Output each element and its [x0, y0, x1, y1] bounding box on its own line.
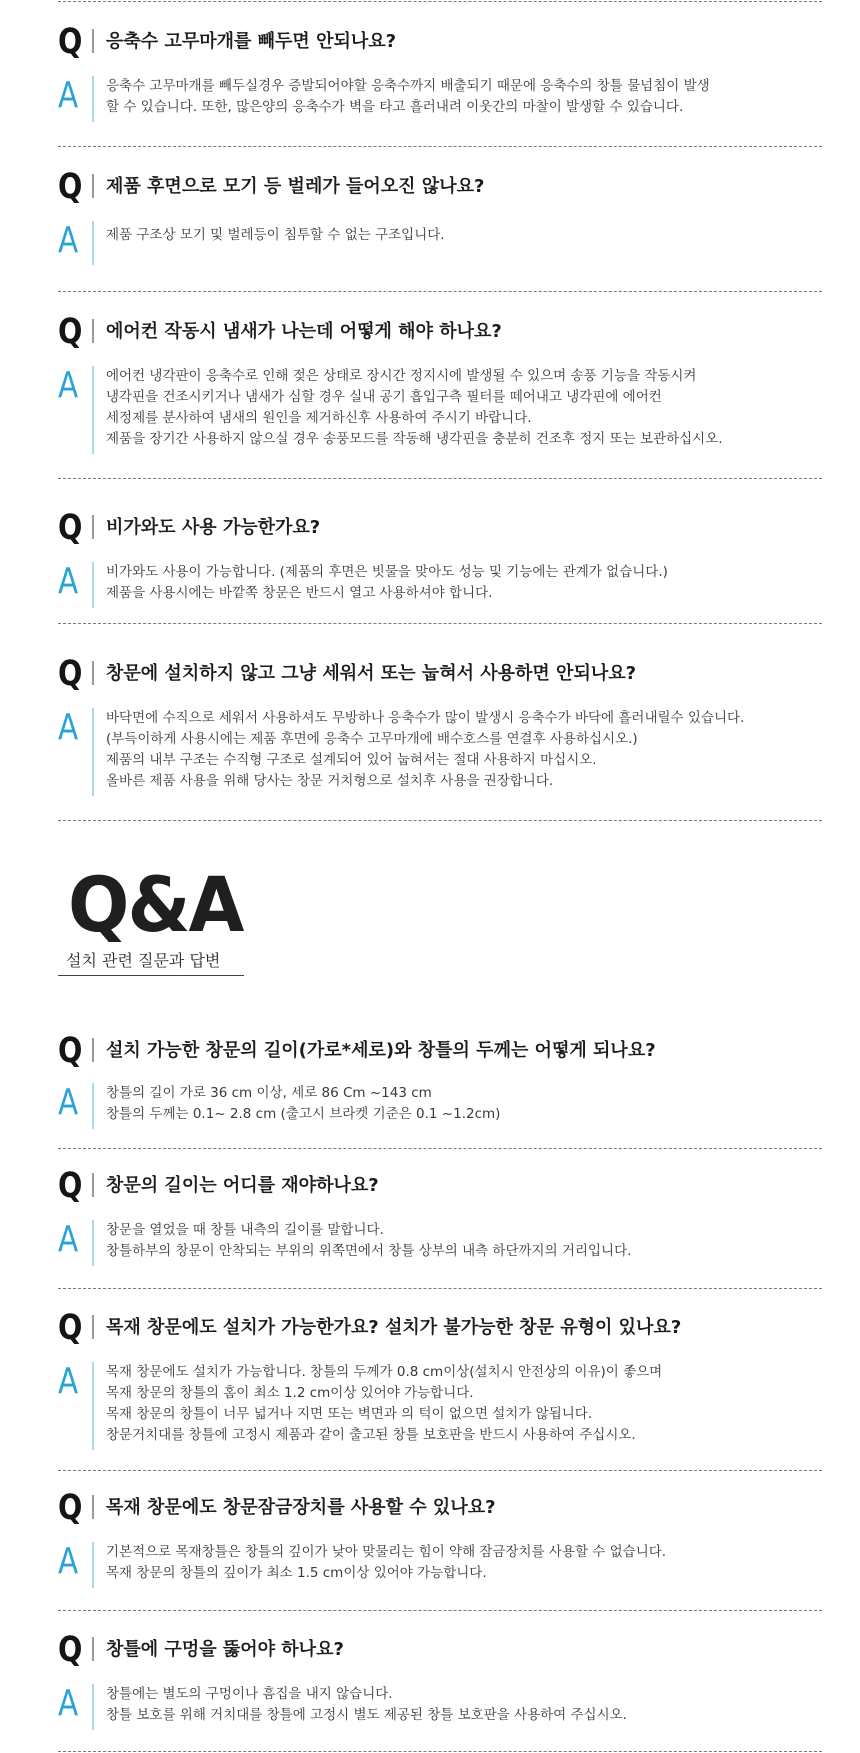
- question-row: [58, 1310, 822, 1346]
- a-bar: [92, 221, 94, 265]
- q-bar: [92, 174, 94, 198]
- a-bar: [92, 1542, 94, 1588]
- a-bar: [92, 366, 94, 454]
- q-bar: [92, 661, 94, 685]
- question-row: [58, 510, 822, 546]
- qa-banner-title: Q&A: [68, 860, 243, 949]
- answer-text: [106, 1684, 627, 1726]
- q-marker: Q: [58, 1166, 83, 1206]
- answer-line: 창틀하부의 창문이 안착되는 부위의 위쪽면에서 창틀 상부의 내측 하단까지의 거리입니다.: [106, 1243, 632, 1259]
- a-bar: [92, 1362, 94, 1450]
- q-marker: Q: [58, 167, 83, 207]
- question-row: [58, 24, 822, 60]
- divider: [58, 1288, 822, 1289]
- answer-line: (부득이하게 사용시에는 제품 후면에 응축수 고무마개에 배수호스를 연결후 사용하십시오.): [106, 731, 638, 747]
- question-text: 설치 가능한 창문의 길이(가로*세로)와 창틀의 두께는 어떻게 되나요?: [106, 1040, 656, 1061]
- a-marker: A: [58, 561, 79, 602]
- answer-line: 기본적으로 목재창틀은 창틀의 깊이가 낮아 맞물리는 힘이 약해 잠금장치를 사용할 수 없습니다.: [106, 1544, 667, 1560]
- q-bar: [92, 1315, 94, 1339]
- a-marker: A: [58, 75, 79, 116]
- q-marker: Q: [58, 508, 83, 548]
- answer-line: 창틀에는 별도의 구멍이나 흠집을 내지 않습니다.: [106, 1686, 393, 1702]
- q-bar: [92, 319, 94, 343]
- answer-line: 할 수 있습니다. 또한, 많은양의 응축수가 벽을 타고 흘러내려 이웃간의 마찰이 발생할 수 있습니다.: [106, 99, 684, 115]
- q-bar: [92, 29, 94, 53]
- divider: [58, 478, 822, 479]
- a-bar: [92, 562, 94, 608]
- divider: [58, 820, 822, 821]
- answer-text: [106, 1542, 666, 1584]
- q-marker: Q: [58, 1031, 83, 1071]
- question-text: 비가와도 사용 가능한가요?: [106, 517, 321, 538]
- a-marker: A: [58, 707, 79, 748]
- answer-line: 올바른 제품 사용을 위해 당사는 창문 거치형으로 설치후 사용을 권장합니다.: [106, 773, 554, 789]
- divider: [58, 1751, 822, 1752]
- q-marker: Q: [58, 312, 83, 352]
- answer-text: [106, 76, 710, 118]
- answer-text: [106, 1220, 631, 1262]
- divider: [58, 1, 822, 2]
- question-row: [58, 1168, 822, 1204]
- a-bar: [92, 1220, 94, 1266]
- answer-line: 제품을 사용시에는 바깥쪽 창문은 반드시 열고 사용하셔야 합니다.: [106, 585, 493, 601]
- a-marker: A: [58, 1683, 79, 1724]
- question-text: 목재 창문에도 창문잠금장치를 사용할 수 있나요?: [106, 1497, 496, 1518]
- answer-line: 목재 창문의 창틀이 너무 넓거나 지면 또는 벽면과 의 턱이 없으면 설치가 않됩니다.: [106, 1406, 593, 1422]
- answer-line: 창문을 열었을 때 창틀 내측의 길이를 말합니다.: [106, 1222, 384, 1238]
- q-marker: Q: [58, 1630, 83, 1670]
- answer-line: 바닥면에 수직으로 세워서 사용하셔도 무방하나 응축수가 많이 발생시 응축수가 바닥에 흘러내릴수 있습니다.: [106, 710, 745, 726]
- question-row: [58, 1033, 822, 1069]
- answer-text: [106, 1083, 500, 1125]
- answer-text: [106, 708, 744, 792]
- question-text: 창문에 설치하지 않고 그냥 세워서 또는 눕혀서 사용하면 안되나요?: [106, 663, 637, 684]
- a-bar: [92, 1684, 94, 1730]
- a-marker: A: [58, 1082, 79, 1123]
- a-bar: [92, 76, 94, 122]
- question-text: 창문의 길이는 어디를 재야하나요?: [106, 1175, 379, 1196]
- answer-text: [106, 366, 723, 450]
- answer-line: 창틀의 길이 가로 36 cm 이상, 세로 86 Cm ~143 cm: [106, 1085, 432, 1101]
- answer-line: 냉각핀을 건조시키거나 냄새가 심할 경우 실내 공기 흡입구측 필터를 떼어내고 냉각핀에 에어컨: [106, 389, 662, 405]
- answer-line: 제품의 내부 구조는 수직형 구조로 설계되어 있어 눕혀서는 절대 사용하지 마십시오.: [106, 752, 597, 768]
- divider: [58, 1470, 822, 1471]
- answer-line: 세정제를 분사하여 냄새의 원인을 제거하신후 사용하여 주시기 바랍니다.: [106, 410, 532, 426]
- answer-line: 비가와도 사용이 가능합니다. (제품의 후면은 빗물을 맞아도 성능 및 기능에는 관계가 없습니다.): [106, 564, 668, 580]
- answer-line: 창문거치대를 창틀에 고정시 제품과 같이 출고된 창틀 보호판을 반드시 사용하여 주십시오.: [106, 1427, 636, 1443]
- a-marker: A: [58, 1219, 79, 1260]
- divider: [58, 623, 822, 624]
- question-text: 응축수 고무마개를 빼두면 안되나요?: [106, 31, 397, 52]
- a-marker: A: [58, 220, 79, 261]
- a-marker: A: [58, 1541, 79, 1582]
- answer-line: 목재 창문의 창틀의 깊이가 최소 1.5 cm이상 있어야 가능합니다.: [106, 1565, 487, 1581]
- question-row: [58, 314, 822, 350]
- a-bar: [92, 1083, 94, 1129]
- answer-line: 에어컨 냉각판이 응축수로 인해 젖은 상태로 장시간 정지시에 발생될 수 있으며 송풍 기능을 작동시켜: [106, 368, 697, 384]
- answer-line: 제품을 장기간 사용하지 않으실 경우 송풍모드를 작동해 냉각핀을 충분히 건조후 정지 또는 보관하십시오.: [106, 431, 723, 447]
- question-row: [58, 656, 822, 692]
- answer-line: 창틀 보호를 위해 거치대를 창틀에 고정시 별도 제공된 창틀 보호판을 사용하여 주십시오.: [106, 1707, 627, 1723]
- qa-banner-subtitle: 설치 관련 질문과 답변: [66, 951, 221, 970]
- banner-underline: [58, 975, 244, 976]
- answer-text: [106, 1362, 662, 1446]
- q-bar: [92, 1495, 94, 1519]
- a-marker: A: [58, 1361, 79, 1402]
- a-marker: A: [58, 365, 79, 406]
- answer-text: [106, 562, 668, 604]
- divider: [58, 1148, 822, 1149]
- question-text: 제품 후면으로 모기 등 벌레가 들어오진 않나요?: [106, 176, 485, 197]
- question-text: 목재 창문에도 설치가 가능한가요? 설치가 불가능한 창문 유형이 있나요?: [106, 1317, 682, 1338]
- answer-line: 목재 창문에도 설치가 가능합니다. 창틀의 두께가 0.8 cm이상(설치시 안전상의 이유)이 좋으며: [106, 1364, 663, 1380]
- q-bar: [92, 515, 94, 539]
- answer-line: 응축수 고무마개를 빼두실경우 증발되어야할 응축수까지 배출되기 때문에 응축수의 창틀 물넘침이 발생: [106, 78, 710, 94]
- question-row: [58, 1490, 822, 1526]
- q-bar: [92, 1637, 94, 1661]
- q-marker: Q: [58, 22, 83, 62]
- question-row: [58, 169, 822, 205]
- q-bar: [92, 1038, 94, 1062]
- question-row: [58, 1632, 822, 1668]
- q-marker: Q: [58, 1308, 83, 1348]
- answer-line: 창틀의 두께는 0.1~ 2.8 cm (출고시 브라켓 기준은 0.1 ~1.2cm): [106, 1106, 501, 1122]
- q-marker: Q: [58, 1488, 83, 1528]
- divider: [58, 146, 822, 147]
- a-bar: [92, 708, 94, 796]
- q-bar: [92, 1173, 94, 1197]
- answer-line: 목재 창문의 창틀의 홈이 최소 1.2 cm이상 있어야 가능합니다.: [106, 1385, 474, 1401]
- question-text: 에어컨 작동시 냄새가 나는데 어떻게 해야 하나요?: [106, 321, 502, 342]
- question-text: 창틀에 구멍을 뚫어야 하나요?: [106, 1639, 344, 1660]
- divider: [58, 1610, 822, 1611]
- q-marker: Q: [58, 654, 83, 694]
- answer-text: [106, 225, 445, 246]
- divider: [58, 291, 822, 292]
- answer-line: 제품 구조상 모기 및 벌레등이 침투할 수 없는 구조입니다.: [106, 227, 445, 243]
